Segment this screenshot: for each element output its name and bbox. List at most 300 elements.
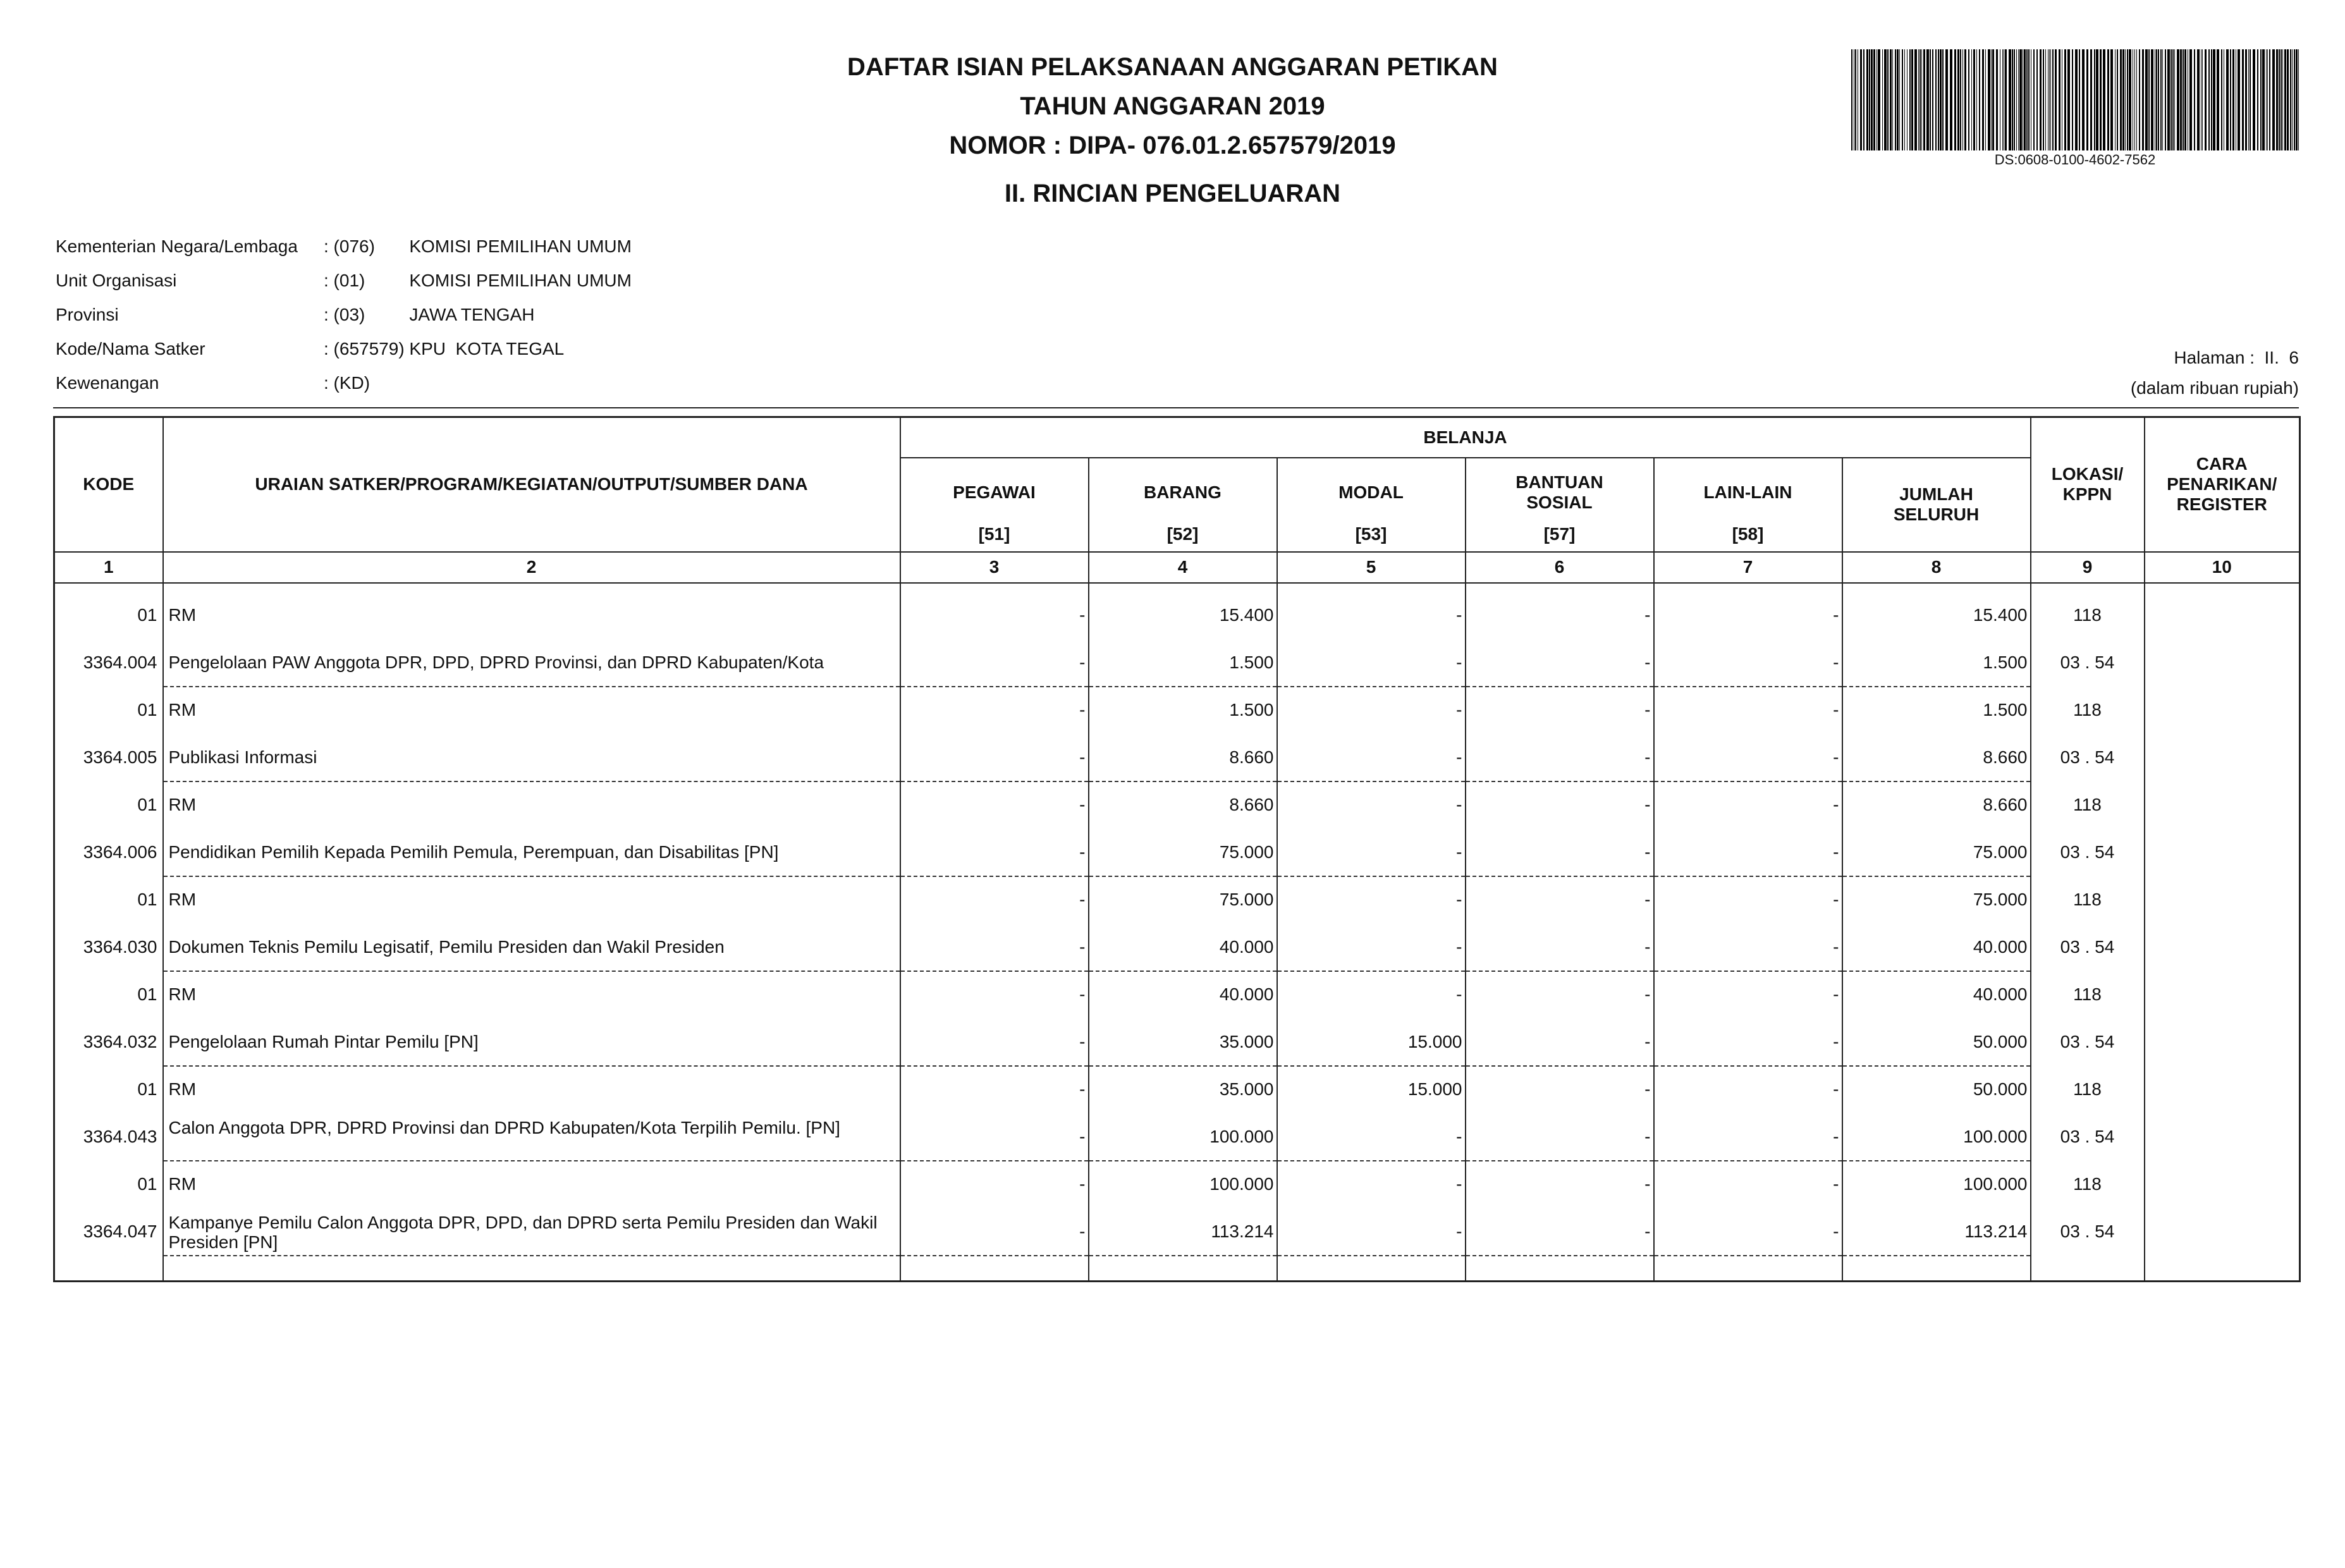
table-row	[55, 1113, 162, 1160]
table-row	[164, 733, 900, 782]
col-header-pegawai-code: [51]	[978, 524, 1010, 544]
barcode-bar	[2096, 49, 2098, 150]
column-number: 9	[2031, 552, 2145, 583]
table-row	[1278, 1018, 1465, 1067]
barcode-bar	[2260, 49, 2262, 150]
header-label-kementerian: Kementerian Negara/Lembaga	[56, 236, 298, 256]
col-header-modal-code: [53]	[1355, 524, 1387, 544]
row-bansos: -	[1644, 747, 1651, 767]
barcode-bar	[1991, 49, 1992, 150]
barcode-bar	[1911, 49, 1913, 150]
table-row	[55, 828, 162, 876]
row-lokasi: 03 . 54	[2060, 936, 2115, 957]
barcode-bar	[2120, 49, 2122, 150]
table-row	[164, 781, 900, 828]
barcode-bar	[1882, 49, 1883, 150]
barcode-bar	[1918, 49, 1919, 150]
row-barang: 100.000	[1209, 1126, 1274, 1146]
barcode-bar	[2172, 49, 2174, 150]
table-row	[55, 639, 162, 686]
row-lain: -	[1833, 1221, 1839, 1241]
row-bansos: -	[1644, 984, 1651, 1004]
table-row	[164, 1065, 900, 1113]
barcode-bar	[1985, 49, 1986, 150]
barcode-bar	[2014, 49, 2015, 150]
row-pegawai: -	[1079, 1173, 1086, 1194]
table-row	[2031, 1018, 2144, 1065]
barcode-bar	[2238, 49, 2240, 150]
col-header-lokasi-line2: KPPN	[2062, 484, 2112, 505]
row-modal: -	[1456, 794, 1462, 814]
barcode-bar	[1878, 49, 1880, 150]
row-jumlah: 15.400	[1973, 604, 2028, 625]
table-row	[1655, 971, 1842, 1018]
col-header-barang-label: BARANG	[1144, 482, 1221, 502]
header-divider	[53, 407, 2299, 408]
table-row	[901, 686, 1088, 733]
table-row	[1655, 591, 1842, 639]
table-row	[1278, 828, 1465, 877]
table-row	[901, 828, 1088, 877]
barcode-bar	[2194, 49, 2195, 150]
row-jumlah: 75.000	[1973, 889, 2028, 909]
table-row	[1655, 1113, 1842, 1161]
table-row	[1843, 1065, 2030, 1113]
barcode-bar	[1863, 49, 1864, 150]
body-col-barang	[1089, 583, 1277, 1282]
barcode-bar	[2174, 49, 2175, 150]
barcode-bar	[2064, 49, 2066, 150]
table-row	[1466, 733, 1653, 782]
row-uraian: RM	[168, 794, 197, 814]
table-row	[1466, 828, 1653, 877]
row-pegawai: -	[1079, 984, 1086, 1004]
barcode-bar	[1942, 49, 1944, 150]
table-row	[1089, 1065, 1277, 1113]
table-row	[55, 733, 162, 781]
table-row	[2031, 1160, 2144, 1208]
body-col-pegawai	[900, 583, 1089, 1282]
row-lokasi: 03 . 54	[2060, 652, 2115, 672]
col-header-modal-label: MODAL	[1338, 482, 1404, 502]
table-row	[1089, 1018, 1277, 1067]
row-modal: -	[1456, 936, 1462, 957]
row-uraian: Pengelolaan PAW Anggota DPR, DPD, DPRD Provinsi, dan DPRD Kabupaten/Kota	[168, 652, 824, 672]
row-kode: 3364.047	[83, 1221, 157, 1241]
barcode-bar	[2211, 49, 2212, 150]
table-row	[55, 1160, 162, 1208]
barcode-bar	[2012, 49, 2013, 150]
table-row	[2031, 686, 2144, 733]
row-pegawai: -	[1079, 794, 1086, 814]
body-col-uraian	[163, 583, 900, 1282]
budget-table	[53, 416, 2301, 1282]
barcode-bar	[2005, 49, 2007, 150]
table-row	[1089, 591, 1277, 639]
table-row	[1466, 686, 1653, 733]
body-col-lokasi	[2031, 583, 2145, 1282]
row-modal: -	[1456, 984, 1462, 1004]
column-number: 3	[900, 552, 1089, 583]
barcode-bar	[2253, 49, 2255, 150]
barcode-bar	[2183, 49, 2184, 150]
barcode-bar	[2151, 49, 2153, 150]
table-row	[901, 971, 1088, 1018]
col-header-jumlah-line1: JUMLAH	[1899, 484, 1973, 504]
barcode-bar	[2059, 49, 2060, 150]
row-jumlah: 50.000	[1973, 1079, 2028, 1099]
barcode-bar	[2177, 49, 2179, 150]
row-modal: -	[1456, 747, 1462, 767]
dipa-number: NOMOR : DIPA- 076.01.2.657579/2019	[949, 132, 1396, 159]
table-row	[1089, 1160, 1277, 1208]
col-header-barang-code: [52]	[1166, 524, 1199, 544]
body-col-bansos	[1466, 583, 1654, 1282]
row-modal: -	[1456, 1173, 1462, 1194]
row-bansos: -	[1644, 842, 1651, 862]
table-row	[2031, 971, 2144, 1018]
row-lain: -	[1833, 794, 1839, 814]
col-header-jumlah-line2: SELURUH	[1893, 505, 1980, 524]
row-lain: -	[1833, 699, 1839, 720]
barcode-bar	[2171, 49, 2172, 150]
barcode-bar	[2284, 49, 2286, 150]
row-modal: -	[1456, 1221, 1462, 1241]
table-row	[901, 1208, 1088, 1256]
row-bansos: -	[1644, 652, 1651, 672]
table-row	[1843, 1208, 2030, 1256]
row-kode: 01	[137, 889, 157, 909]
barcode-bar	[2281, 49, 2282, 150]
table-row	[901, 781, 1088, 828]
barcode-bar	[1884, 49, 1887, 150]
row-lokasi: 03 . 54	[2060, 842, 2115, 862]
table-row	[1278, 639, 1465, 687]
row-modal: -	[1456, 699, 1462, 720]
row-lokasi: 118	[2073, 889, 2102, 909]
fiscal-year-title: TAHUN ANGGARAN 2019	[1020, 92, 1325, 120]
barcode-bar	[2009, 49, 2011, 150]
section-title: II. RINCIAN PENGELUARAN	[1004, 180, 1341, 207]
col-header-lain-label: LAIN-LAIN	[1703, 482, 1792, 502]
row-barang: 8.660	[1229, 747, 1274, 767]
table-row	[55, 686, 162, 733]
table-row	[55, 591, 162, 639]
table-row	[2031, 828, 2144, 876]
row-bansos: -	[1644, 604, 1651, 625]
row-barang: 35.000	[1219, 1079, 1274, 1099]
header-value-kewenangan: : (KD)	[324, 373, 370, 393]
table-row	[901, 733, 1088, 782]
table-row	[164, 1160, 900, 1208]
row-uraian: Calon Anggota DPR, DPRD Provinsi dan DPRD Kabupaten/Kota Terpilih Pemilu. [PN]	[168, 1117, 840, 1137]
barcode-bar	[2294, 49, 2295, 150]
row-bansos: -	[1644, 699, 1651, 720]
table-row	[1655, 639, 1842, 687]
barcode-bar	[2245, 49, 2247, 150]
row-uraian: RM	[168, 1173, 197, 1194]
row-lokasi: 118	[2073, 604, 2102, 625]
table-row	[1089, 733, 1277, 782]
table-row	[1655, 1160, 1842, 1208]
row-lain: -	[1833, 1173, 1839, 1194]
barcode-bar	[2018, 49, 2019, 150]
barcode-bar	[2028, 49, 2030, 150]
table-row	[1843, 591, 2030, 639]
barcode-bar	[1962, 49, 1963, 150]
column-number: 1	[54, 552, 163, 583]
row-jumlah: 8.660	[1983, 747, 2028, 767]
table-row	[164, 639, 900, 687]
row-jumlah: 1.500	[1983, 699, 2028, 720]
table-row	[1466, 876, 1653, 923]
table-row	[901, 639, 1088, 687]
barcode-bar	[2050, 49, 2051, 150]
barcode-bar	[1960, 49, 1961, 150]
table-row	[2031, 639, 2144, 686]
table-row	[1278, 733, 1465, 782]
table-row	[2031, 1065, 2144, 1113]
table-row	[1843, 828, 2030, 877]
row-modal: -	[1456, 652, 1462, 672]
row-barang: 1.500	[1229, 652, 1274, 672]
barcode-bar	[2040, 49, 2042, 150]
barcode-bar	[2202, 49, 2203, 150]
table-row	[55, 923, 162, 971]
row-lokasi: 03 . 54	[2060, 1221, 2115, 1241]
row-lain: -	[1833, 604, 1839, 625]
row-jumlah: 100.000	[1963, 1173, 2028, 1194]
barcode-bar	[2145, 49, 2148, 150]
table-row	[1089, 1113, 1277, 1161]
row-jumlah: 40.000	[1973, 984, 2028, 1004]
barcode-bar	[2110, 49, 2113, 150]
table-row	[1843, 686, 2030, 733]
table-row	[1843, 876, 2030, 923]
row-kode: 3364.030	[83, 936, 157, 957]
barcode-bar	[2055, 49, 2057, 150]
table-row	[1089, 639, 1277, 687]
barcode-bar	[2086, 49, 2088, 150]
barcode-bar	[1973, 49, 1975, 150]
barcode-bar	[1855, 49, 1856, 150]
table-row	[55, 971, 162, 1018]
barcode-bar	[2189, 49, 2192, 150]
col-header-pegawai-label: PEGAWAI	[953, 482, 1036, 502]
row-lokasi: 03 . 54	[2060, 1031, 2115, 1051]
table-row	[164, 971, 900, 1018]
col-header-lain-code: [58]	[1732, 524, 1764, 544]
header-value-satker: : (657579) KPU KOTA TEGAL	[324, 339, 565, 358]
barcode-bar	[2165, 49, 2166, 150]
col-header-jumlah	[1842, 458, 2031, 552]
row-barang: 8.660	[1229, 794, 1274, 814]
barcode-bar	[2100, 49, 2102, 150]
row-modal: 15.000	[1407, 1079, 1462, 1099]
table-row	[1843, 1113, 2030, 1161]
row-uraian: RM	[168, 604, 197, 625]
col-header-bansos-line1: BANTUAN	[1515, 472, 1603, 492]
barcode-bar	[2139, 49, 2140, 150]
table-row	[1655, 733, 1842, 782]
barcode-bar	[1940, 49, 1942, 150]
barcode-bar	[1935, 49, 1937, 150]
row-jumlah: 50.000	[1973, 1031, 2028, 1051]
table-row	[2031, 923, 2144, 971]
table-row	[1466, 1113, 1653, 1161]
header-value-provinsi: : (03) JAWA TENGAH	[324, 305, 535, 324]
row-bansos: -	[1644, 1173, 1651, 1194]
barcode-caption: DS:0608-0100-4602-7562	[1994, 152, 2156, 168]
col-header-cara-line1: CARA	[2196, 454, 2248, 474]
header-value-unit: : (01) KOMISI PEMILIHAN UMUM	[324, 271, 632, 290]
table-row	[164, 1113, 900, 1161]
row-lain: -	[1833, 1031, 1839, 1051]
barcode-bar	[2043, 49, 2044, 150]
row-uraian: RM	[168, 699, 197, 720]
row-barang: 75.000	[1219, 889, 1274, 909]
row-pegawai: -	[1079, 936, 1086, 957]
table-row	[1278, 923, 1465, 972]
row-bansos: -	[1644, 794, 1651, 814]
barcode-bar	[2232, 49, 2234, 150]
barcode-bar	[2045, 49, 2046, 150]
currency-unit-note: (dalam ribuan rupiah)	[2130, 378, 2299, 398]
column-number: 7	[1654, 552, 1842, 583]
barcode-bar	[1890, 49, 1892, 150]
table-row	[1089, 828, 1277, 877]
row-barang: 40.000	[1219, 936, 1274, 957]
table-row	[901, 1113, 1088, 1161]
table-row	[1655, 781, 1842, 828]
col-header-cara-line3: REGISTER	[2176, 494, 2267, 515]
table-row	[1089, 971, 1277, 1018]
row-lokasi: 03 . 54	[2060, 1126, 2115, 1146]
row-jumlah: 8.660	[1983, 794, 2028, 814]
table-row	[1655, 828, 1842, 877]
barcode-bar	[1871, 49, 1873, 150]
barcode-bar	[2296, 49, 2298, 150]
row-barang: 113.214	[1211, 1221, 1274, 1241]
barcode-bar	[2136, 49, 2137, 150]
row-bansos: -	[1644, 1221, 1651, 1241]
col-header-barang	[1089, 458, 1277, 552]
barcode-bar	[2148, 49, 2150, 150]
row-kode: 01	[137, 984, 157, 1004]
barcode-bar	[2127, 49, 2128, 150]
barcode-bar	[2024, 49, 2026, 150]
table-row	[901, 923, 1088, 972]
table-row	[1466, 591, 1653, 639]
barcode-bar	[2266, 49, 2267, 150]
table-row	[164, 1208, 900, 1256]
barcode-bar	[2036, 49, 2038, 150]
barcode-bar	[1895, 49, 1896, 150]
barcode-bar	[2290, 49, 2291, 150]
barcode-bar	[2298, 49, 2299, 150]
table-row	[1278, 1065, 1465, 1113]
barcode-bar	[1930, 49, 1931, 150]
col-header-kode: KODE	[54, 417, 163, 552]
table-row	[901, 1065, 1088, 1113]
barcode-bar	[1899, 49, 1900, 150]
table-row	[164, 828, 900, 877]
barcode-bar	[1909, 49, 1911, 150]
row-bansos: -	[1644, 1079, 1651, 1099]
row-bansos: -	[1644, 1126, 1651, 1146]
row-kode: 3364.005	[83, 747, 157, 767]
table-row	[1278, 1160, 1465, 1208]
row-jumlah: 40.000	[1973, 936, 2028, 957]
barcode-bar	[2167, 49, 2170, 150]
table-row	[901, 1160, 1088, 1208]
header-label-kewenangan: Kewenangan	[56, 373, 159, 393]
col-header-cara-line2: PENARIKAN/	[2167, 474, 2277, 494]
row-pegawai: -	[1079, 889, 1086, 909]
row-pegawai: -	[1079, 1079, 1086, 1099]
barcode-bar	[2103, 49, 2105, 150]
col-header-bansos	[1466, 458, 1654, 552]
row-jumlah: 75.000	[1973, 842, 2028, 862]
header-label-satker: Kode/Nama Satker	[56, 339, 205, 358]
body-col-jumlah	[1842, 583, 2031, 1282]
barcode-bar	[1976, 49, 1977, 150]
table-row	[1466, 781, 1653, 828]
barcode-bar	[2019, 49, 2022, 150]
barcode-bar	[2197, 49, 2200, 150]
table-row	[2031, 781, 2144, 828]
row-jumlah: 1.500	[1983, 652, 2028, 672]
barcode-bar	[1892, 49, 1893, 150]
row-barang: 35.000	[1219, 1031, 1274, 1051]
barcode-bar	[2257, 49, 2258, 150]
barcode-bar	[2262, 49, 2265, 150]
row-barang: 15.400	[1219, 604, 1274, 625]
col-header-belanja: BELANJA	[900, 417, 2031, 458]
barcode-bar	[1971, 49, 1972, 150]
row-bansos: -	[1644, 936, 1651, 957]
table-row	[1278, 591, 1465, 639]
row-lokasi: 118	[2073, 984, 2102, 1004]
table-row	[55, 876, 162, 923]
row-pegawai: -	[1079, 699, 1086, 720]
barcode-bar	[2072, 49, 2073, 150]
table-row	[164, 686, 900, 733]
row-pegawai: -	[1079, 1031, 1086, 1051]
barcode-bar	[2049, 49, 2050, 150]
barcode-bar	[1921, 49, 1922, 150]
col-header-lokasi	[2031, 417, 2145, 552]
col-header-uraian: URAIAN SATKER/PROGRAM/KEGIATAN/OUTPUT/SUMBER DANA	[163, 417, 900, 552]
barcode-bar	[1950, 49, 1952, 150]
column-number: 2	[163, 552, 900, 583]
barcode-bar	[2094, 49, 2095, 150]
barcode-bar	[2142, 49, 2144, 150]
table-row	[1655, 876, 1842, 923]
row-pegawai: -	[1079, 1126, 1086, 1146]
table-row	[1278, 1113, 1465, 1161]
barcode-bar	[2158, 49, 2159, 150]
barcode-bar	[2208, 49, 2210, 150]
barcode-bar	[2230, 49, 2231, 150]
row-uraian: RM	[168, 984, 197, 1004]
row-jumlah: 100.000	[1963, 1126, 2028, 1146]
barcode-bar	[2107, 49, 2109, 150]
row-kode: 01	[137, 699, 157, 720]
row-lain: -	[1833, 652, 1839, 672]
page-number: Halaman : II. 6	[2174, 348, 2299, 367]
table-row	[1843, 639, 2030, 687]
